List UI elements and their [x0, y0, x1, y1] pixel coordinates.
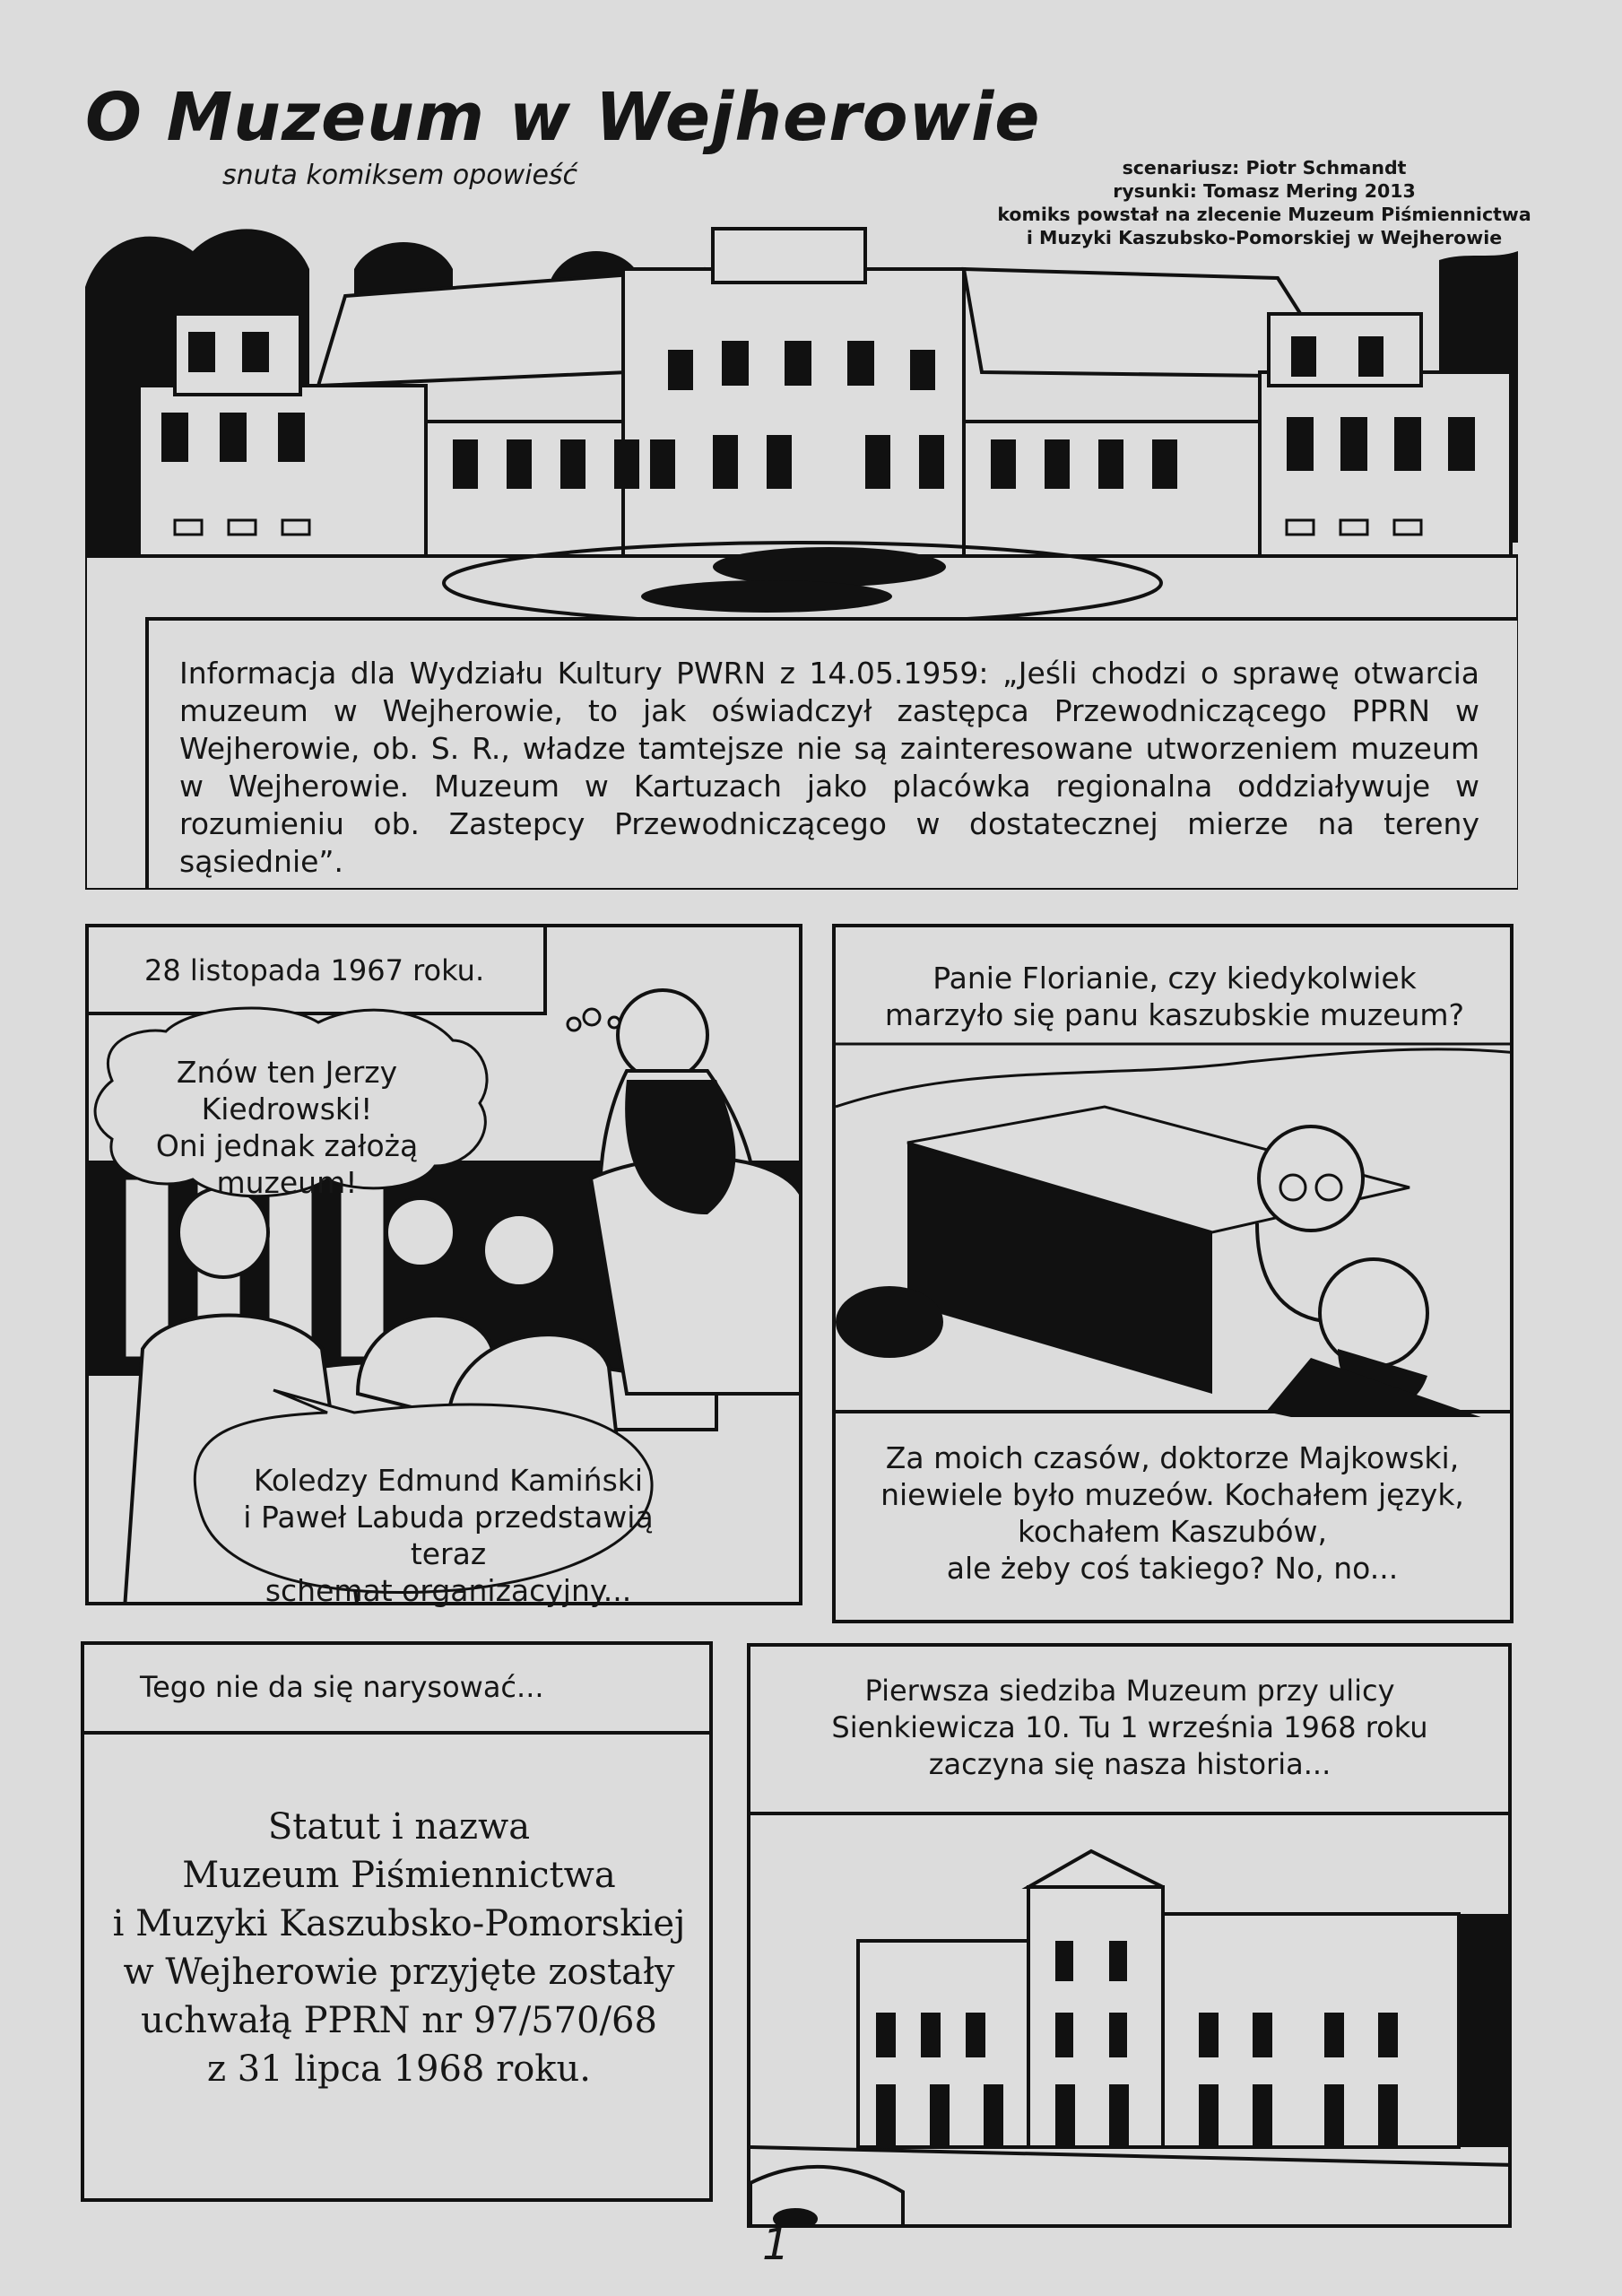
speech-line3: schemat organizacyjny...	[265, 1573, 632, 1608]
first-seat-illustration	[750, 1815, 1512, 2228]
thought-line2: Oni jednak założą muzeum!	[155, 1128, 419, 1200]
credit-commission-line1: komiks powstał na zlecenie Muzeum Piśmiennictwa	[997, 204, 1531, 225]
statut-caption: Tego nie da się narysować...	[140, 1670, 544, 1704]
statut-text	[85, 1803, 713, 2093]
credit-commission-line2: i Muzyki Kaszubsko-Pomorskiej w Wejherowie	[1026, 227, 1503, 248]
thought-line1: Znów ten Jerzy Kiedrowski!	[176, 1055, 398, 1126]
first-seat-caption	[753, 1673, 1506, 1783]
answer-line4: ale żeby coś takiego? No, no...	[946, 1551, 1399, 1586]
statut-line3: i Muzyki Kaszubsko-Pomorskiej	[112, 1903, 686, 1944]
question-line1: Panie Florianie, czy kiedykolwiek	[932, 961, 1417, 996]
answer-line1: Za moich czasów, doktorze Majkowski,	[885, 1440, 1460, 1475]
credit-script: scenariusz: Piotr Schmandt	[1122, 157, 1407, 178]
question-text	[843, 960, 1506, 1033]
statut-line5: uchwałą PPRN nr 97/570/68	[141, 2000, 657, 2041]
answer-line2: niewiele było muzeów. Kochałem język,	[880, 1477, 1464, 1512]
statut-line6: z 31 lipca 1968 roku.	[207, 2048, 591, 2090]
comic-subtitle: snuta komiksem opowieść	[222, 160, 578, 191]
comic-title: O Muzeum w Wejherowie	[85, 79, 1041, 156]
statut-line1: Statut i nazwa	[267, 1806, 531, 1848]
speech-line1: Koledzy Edmund Kamiński	[253, 1463, 644, 1498]
first-seat-line1: Pierwsza siedziba Muzeum przy ulicy	[864, 1674, 1395, 1708]
speech-line2: i Paweł Labuda przedstawią teraz	[243, 1500, 654, 1571]
speech-bubble-text	[224, 1462, 672, 1609]
credit-drawings: rysunki: Tomasz Mering 2013	[1113, 180, 1416, 202]
statut-line4: w Wejherowie przyjęte zostały	[123, 1952, 675, 1993]
thought-bubble-text	[126, 1054, 448, 1201]
question-line2: marzyło się panu kaszubskie muzeum?	[884, 997, 1465, 1032]
answer-line3: kochałem Kaszubów,	[1017, 1514, 1328, 1549]
statut-line2: Muzeum Piśmiennictwa	[182, 1855, 616, 1896]
first-seat-line2: Sienkiewicza 10. Tu 1 września 1968 roku	[831, 1710, 1428, 1744]
answer-text	[838, 1439, 1506, 1587]
meeting-caption: 28 listopada 1967 roku.	[144, 953, 485, 987]
intro-caption: Informacja dla Wydziału Kultury PWRN z 14.05.1959: „Jeśli chodzi o sprawę otwarcia muzeum w Wejherowie, to jak oświadczył zastępca Przewodniczącego PPRN w Wejherowie, ob. S. R., władze tamtejsze nie są zainteresowane utworzeniem muzeum w Wejherowie. Muzeum w Kartuzach jako placówka regionalna oddziaływuje w rozumieniu ob. Zastepcy Przewodniczącego w dostatecznej mierze na tereny sąsiednie”.	[179, 656, 1479, 879]
page-number: 1	[762, 2220, 790, 2270]
first-seat-line3: zaczyna się nasza historia...	[928, 1747, 1331, 1781]
